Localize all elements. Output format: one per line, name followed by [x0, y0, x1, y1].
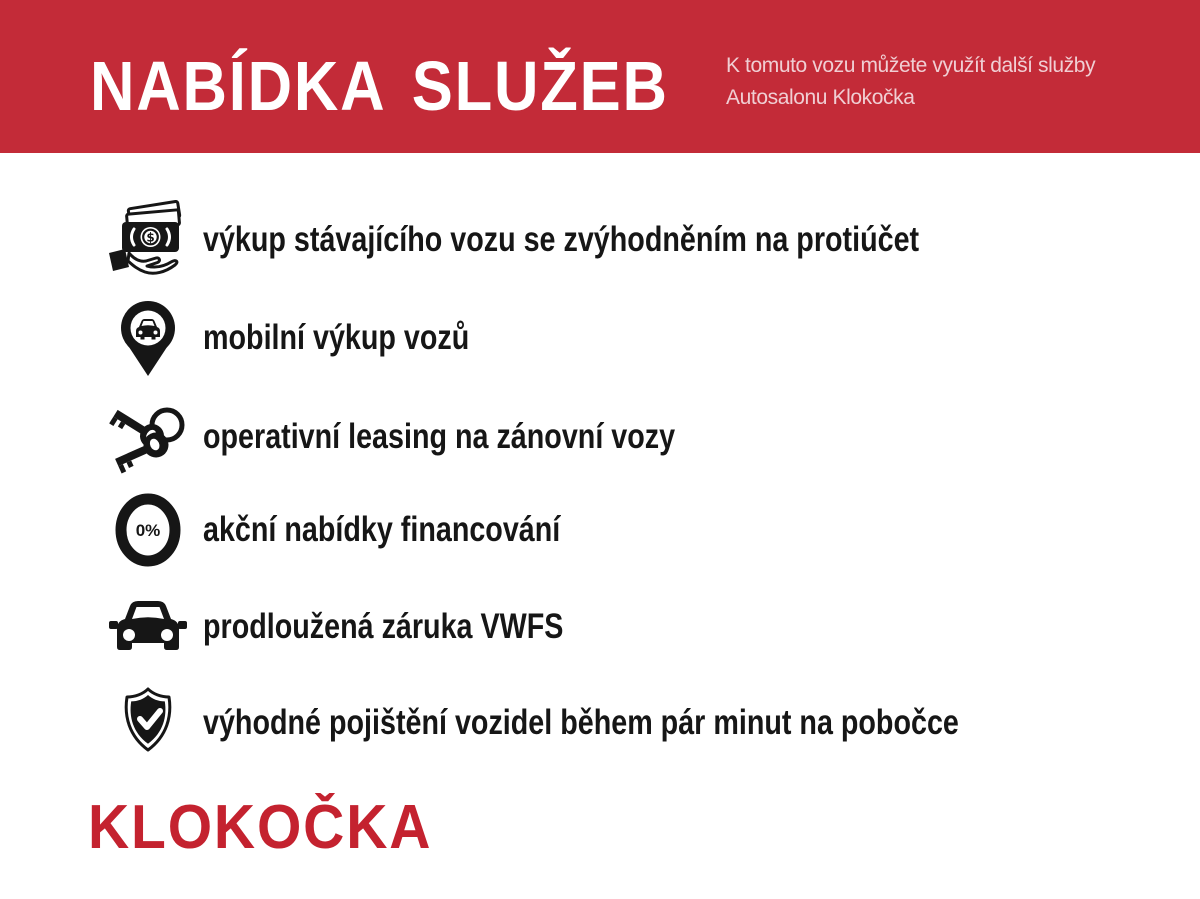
service-label: výhodné pojištění vozidel během pár minut na pobočce [203, 703, 959, 742]
header-subtitle-line1: K tomuto vozu můžete využít další služby [726, 54, 1096, 77]
car-keys-icon [100, 398, 195, 476]
service-item-warranty [0, 584, 1200, 670]
svg-text:$: $ [145, 230, 155, 245]
klokocka-logo: KLOKOČKA [88, 793, 433, 862]
service-label: prodloužená záruka VWFS [203, 607, 564, 646]
shield-check-icon [100, 686, 195, 760]
header-subtitle-line2: Autosalonu Klokočka [726, 86, 915, 109]
service-item-leasing [0, 394, 1200, 480]
service-item-trade-in [0, 197, 1200, 283]
service-item-insurance [0, 680, 1200, 766]
cash-in-hand-icon [100, 200, 195, 280]
car-front-icon [100, 595, 195, 659]
service-label: operativní leasing na zánovní vozy [203, 417, 676, 456]
service-label: mobilní výkup vozů [203, 318, 470, 357]
zero-percent-icon [100, 493, 195, 567]
service-item-financing [0, 487, 1200, 573]
service-item-mobile-buyout [0, 295, 1200, 381]
car-location-pin-icon [100, 298, 195, 378]
header-subtitle [726, 50, 1146, 114]
zero-percent-text: 0% [135, 521, 160, 540]
header-banner [0, 0, 1200, 153]
page-title: NABÍDKA SLUŽEB [90, 47, 669, 125]
service-label: výkup stávajícího vozu se zvýhodněním na protiúčet [203, 220, 920, 259]
service-label: akční nabídky financování [203, 510, 561, 549]
